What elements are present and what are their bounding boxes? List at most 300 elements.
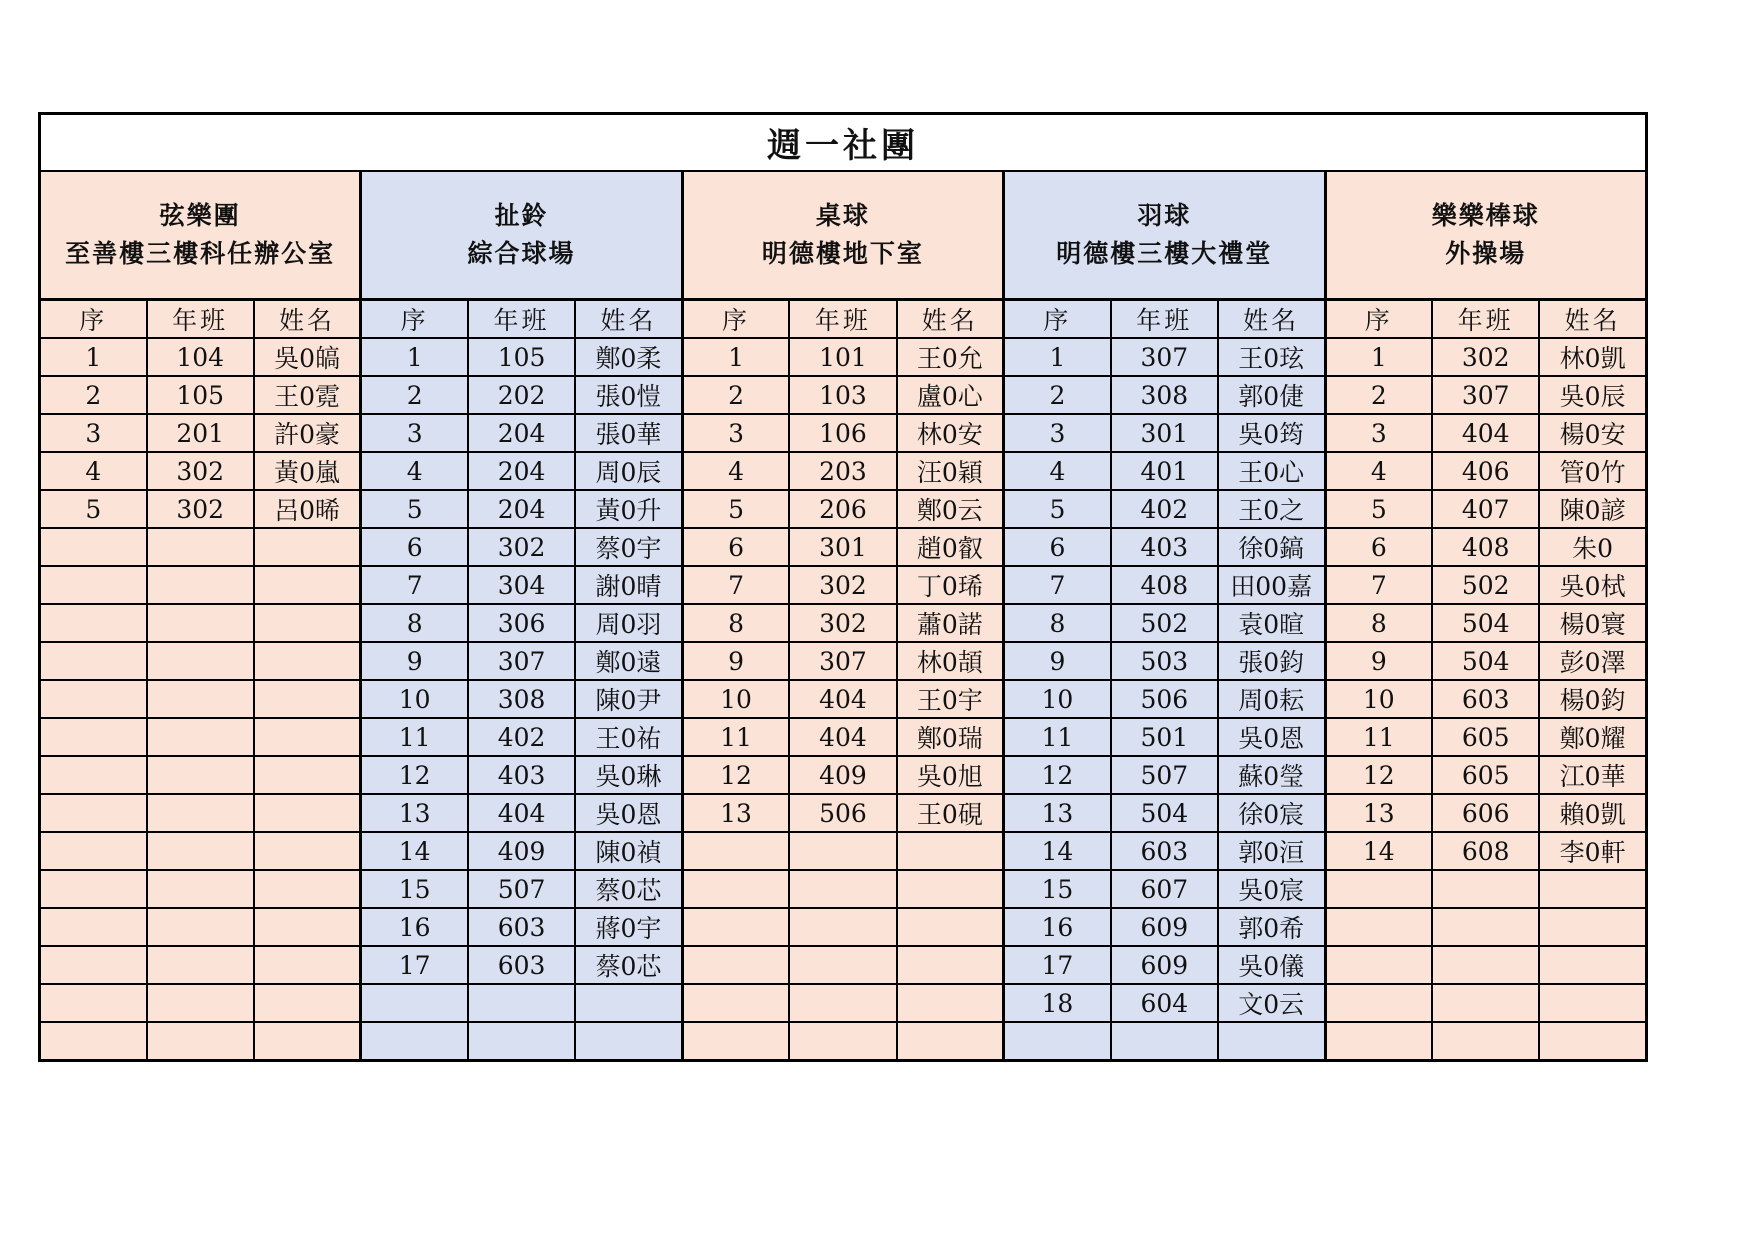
cell-name: 汪0穎 <box>897 452 1004 490</box>
cell-class <box>147 984 254 1022</box>
cell-name <box>897 984 1004 1022</box>
cell-seq: 3 <box>682 414 789 452</box>
cell-name: 鄭0瑞 <box>897 718 1004 756</box>
cell-seq: 9 <box>1325 642 1432 680</box>
cell-name <box>254 566 361 604</box>
cell-class: 507 <box>468 870 575 908</box>
cell-name: 吳0栻 <box>1539 566 1646 604</box>
cell-class: 409 <box>789 756 896 794</box>
cell-class <box>147 566 254 604</box>
cell-name: 江0華 <box>1539 756 1646 794</box>
cell-class: 103 <box>789 376 896 414</box>
cell-seq: 8 <box>1325 604 1432 642</box>
cell-name: 張0愷 <box>575 376 682 414</box>
cell-class: 302 <box>789 566 896 604</box>
cell-class: 404 <box>789 680 896 718</box>
cell-seq: 4 <box>1004 452 1111 490</box>
cell-seq: 14 <box>361 832 468 870</box>
cell-name <box>254 680 361 718</box>
cell-class: 503 <box>1111 642 1218 680</box>
cell-name: 呂0晞 <box>254 490 361 528</box>
cell-class: 403 <box>1111 528 1218 566</box>
cell-class: 307 <box>1432 376 1539 414</box>
cell-seq: 9 <box>361 642 468 680</box>
cell-class: 403 <box>468 756 575 794</box>
cell-name: 楊0寰 <box>1539 604 1646 642</box>
cell-seq: 6 <box>1325 528 1432 566</box>
cell-name: 蔡0芯 <box>575 870 682 908</box>
cell-name: 王0允 <box>897 338 1004 376</box>
cell-name: 鄭0云 <box>897 490 1004 528</box>
cell-name <box>1539 870 1646 908</box>
cell-name: 吳0琳 <box>575 756 682 794</box>
column-header-name: 姓名 <box>575 300 682 339</box>
cell-name: 盧0心 <box>897 376 1004 414</box>
cell-class: 307 <box>789 642 896 680</box>
cell-name: 郭0希 <box>1218 908 1325 946</box>
table-row <box>40 680 1647 718</box>
cell-name <box>254 984 361 1022</box>
cell-seq: 7 <box>1004 566 1111 604</box>
cell-name: 陳0尹 <box>575 680 682 718</box>
cell-class <box>147 718 254 756</box>
club-header <box>1004 171 1325 300</box>
cell-class: 302 <box>468 528 575 566</box>
column-header-row <box>40 300 1647 339</box>
cell-seq <box>40 870 147 908</box>
cell-seq: 7 <box>1325 566 1432 604</box>
cell-seq: 7 <box>682 566 789 604</box>
cell-class: 609 <box>1111 908 1218 946</box>
cell-name <box>254 756 361 794</box>
table-row <box>40 908 1647 946</box>
cell-class: 306 <box>468 604 575 642</box>
cell-seq: 3 <box>40 414 147 452</box>
column-header-seq: 序 <box>682 300 789 339</box>
cell-class <box>147 870 254 908</box>
club-location: 至善樓三樓科任辦公室 <box>65 239 336 268</box>
cell-name: 周0耘 <box>1218 680 1325 718</box>
cell-name: 田00嘉 <box>1218 566 1325 604</box>
cell-seq: 4 <box>682 452 789 490</box>
cell-seq <box>682 1022 789 1061</box>
cell-class: 507 <box>1111 756 1218 794</box>
table-row <box>40 642 1647 680</box>
cell-name: 王0祐 <box>575 718 682 756</box>
cell-class: 204 <box>468 414 575 452</box>
club-header-row <box>40 171 1647 300</box>
cell-seq: 6 <box>682 528 789 566</box>
cell-name <box>254 718 361 756</box>
cell-name: 吳0宸 <box>1218 870 1325 908</box>
table-row <box>40 794 1647 832</box>
cell-seq <box>40 566 147 604</box>
cell-class: 603 <box>468 908 575 946</box>
table-row <box>40 832 1647 870</box>
cell-class: 307 <box>1111 338 1218 376</box>
cell-name: 朱0 <box>1539 528 1646 566</box>
cell-seq: 7 <box>361 566 468 604</box>
cell-seq: 1 <box>682 338 789 376</box>
cell-name: 鄭0耀 <box>1539 718 1646 756</box>
cell-seq: 9 <box>1004 642 1111 680</box>
cell-seq <box>40 642 147 680</box>
cell-seq <box>361 1022 468 1061</box>
table-row <box>40 1022 1647 1061</box>
cell-name: 謝0晴 <box>575 566 682 604</box>
cell-class <box>147 680 254 718</box>
cell-class <box>468 984 575 1022</box>
cell-seq <box>682 870 789 908</box>
cell-name: 徐0鎬 <box>1218 528 1325 566</box>
cell-name: 郭0倢 <box>1218 376 1325 414</box>
cell-class <box>147 1022 254 1061</box>
cell-seq <box>40 604 147 642</box>
cell-seq <box>40 794 147 832</box>
cell-seq <box>361 984 468 1022</box>
cell-seq: 5 <box>682 490 789 528</box>
table-row <box>40 984 1647 1022</box>
club-header <box>1325 171 1647 300</box>
cell-class: 401 <box>1111 452 1218 490</box>
cell-class: 307 <box>468 642 575 680</box>
cell-class: 606 <box>1432 794 1539 832</box>
cell-seq <box>40 946 147 984</box>
cell-class: 603 <box>468 946 575 984</box>
cell-class: 308 <box>468 680 575 718</box>
cell-class: 607 <box>1111 870 1218 908</box>
cell-seq: 12 <box>361 756 468 794</box>
cell-seq: 12 <box>682 756 789 794</box>
cell-class: 609 <box>1111 946 1218 984</box>
cell-class <box>789 984 896 1022</box>
cell-seq <box>1004 1022 1111 1061</box>
table-row <box>40 718 1647 756</box>
cell-seq <box>682 946 789 984</box>
cell-seq <box>40 680 147 718</box>
table-row <box>40 452 1647 490</box>
cell-name <box>254 870 361 908</box>
cell-seq: 9 <box>682 642 789 680</box>
cell-seq: 17 <box>361 946 468 984</box>
cell-seq: 2 <box>682 376 789 414</box>
table-row <box>40 528 1647 566</box>
cell-name: 蔡0芯 <box>575 946 682 984</box>
club-name: 弦樂團 <box>159 201 241 230</box>
cell-seq: 2 <box>361 376 468 414</box>
cell-name: 王0霓 <box>254 376 361 414</box>
cell-class: 105 <box>468 338 575 376</box>
table-row <box>40 376 1647 414</box>
cell-name: 周0羽 <box>575 604 682 642</box>
club-name: 桌球 <box>815 201 870 230</box>
cell-name: 趙0叡 <box>897 528 1004 566</box>
club-location: 外操場 <box>1445 239 1527 268</box>
club-name: 羽球 <box>1137 201 1192 230</box>
cell-seq: 1 <box>1004 338 1111 376</box>
cell-class <box>147 832 254 870</box>
table-row <box>40 870 1647 908</box>
cell-class: 604 <box>1111 984 1218 1022</box>
cell-class <box>1432 908 1539 946</box>
cell-class: 308 <box>1111 376 1218 414</box>
cell-seq: 16 <box>1004 908 1111 946</box>
cell-seq: 10 <box>1004 680 1111 718</box>
cell-class: 104 <box>147 338 254 376</box>
cell-name: 袁0暄 <box>1218 604 1325 642</box>
cell-name <box>254 908 361 946</box>
cell-class: 409 <box>468 832 575 870</box>
table-row <box>40 414 1647 452</box>
cell-name: 吳0儀 <box>1218 946 1325 984</box>
cell-class: 402 <box>1111 490 1218 528</box>
cell-class: 404 <box>789 718 896 756</box>
cell-class: 603 <box>1432 680 1539 718</box>
cell-seq: 14 <box>1325 832 1432 870</box>
cell-name: 黃0嵐 <box>254 452 361 490</box>
cell-class: 302 <box>1432 338 1539 376</box>
cell-seq: 17 <box>1004 946 1111 984</box>
cell-name <box>254 1022 361 1061</box>
cell-class <box>147 908 254 946</box>
cell-name: 蕭0諾 <box>897 604 1004 642</box>
club-roster-table <box>38 112 1648 1062</box>
cell-class <box>1432 946 1539 984</box>
cell-seq: 1 <box>1325 338 1432 376</box>
cell-class <box>1432 984 1539 1022</box>
cell-class <box>789 908 896 946</box>
cell-class: 504 <box>1432 604 1539 642</box>
cell-seq: 14 <box>1004 832 1111 870</box>
cell-seq: 11 <box>361 718 468 756</box>
cell-seq <box>40 1022 147 1061</box>
cell-name <box>897 870 1004 908</box>
club-name: 樂樂棒球 <box>1431 201 1540 230</box>
cell-name <box>575 984 682 1022</box>
cell-name: 吳0筠 <box>1218 414 1325 452</box>
cell-seq: 13 <box>1325 794 1432 832</box>
cell-name: 吳0旭 <box>897 756 1004 794</box>
cell-seq: 2 <box>1325 376 1432 414</box>
cell-name: 黃0升 <box>575 490 682 528</box>
cell-seq: 15 <box>361 870 468 908</box>
cell-seq: 4 <box>361 452 468 490</box>
cell-seq <box>1325 908 1432 946</box>
cell-class <box>147 794 254 832</box>
cell-seq: 8 <box>361 604 468 642</box>
club-header <box>682 171 1003 300</box>
cell-seq: 13 <box>1004 794 1111 832</box>
cell-seq: 11 <box>1325 718 1432 756</box>
cell-name: 王0宇 <box>897 680 1004 718</box>
cell-seq <box>682 908 789 946</box>
cell-seq: 3 <box>1004 414 1111 452</box>
cell-class: 605 <box>1432 756 1539 794</box>
cell-name: 蔡0宇 <box>575 528 682 566</box>
cell-class: 304 <box>468 566 575 604</box>
cell-name: 吳0恩 <box>575 794 682 832</box>
club-location: 明德樓地下室 <box>761 239 924 268</box>
cell-seq <box>40 832 147 870</box>
cell-class <box>1111 1022 1218 1061</box>
cell-seq: 2 <box>1004 376 1111 414</box>
cell-name: 林0頡 <box>897 642 1004 680</box>
cell-seq: 3 <box>361 414 468 452</box>
cell-name: 楊0鈞 <box>1539 680 1646 718</box>
cell-name: 徐0宸 <box>1218 794 1325 832</box>
cell-name: 王0心 <box>1218 452 1325 490</box>
cell-name: 張0華 <box>575 414 682 452</box>
cell-class <box>147 604 254 642</box>
cell-seq: 2 <box>40 376 147 414</box>
cell-seq <box>40 528 147 566</box>
table-row <box>40 756 1647 794</box>
cell-seq: 11 <box>1004 718 1111 756</box>
cell-name <box>254 946 361 984</box>
cell-class: 302 <box>789 604 896 642</box>
cell-class: 408 <box>1432 528 1539 566</box>
cell-class <box>147 946 254 984</box>
cell-name: 文0云 <box>1218 984 1325 1022</box>
cell-class <box>1432 870 1539 908</box>
cell-seq: 6 <box>1004 528 1111 566</box>
cell-class: 302 <box>147 452 254 490</box>
cell-name: 吳0恩 <box>1218 718 1325 756</box>
cell-class: 206 <box>789 490 896 528</box>
column-header-seq: 序 <box>40 300 147 339</box>
cell-seq: 15 <box>1004 870 1111 908</box>
cell-seq: 3 <box>1325 414 1432 452</box>
cell-seq <box>1325 984 1432 1022</box>
table-row <box>40 604 1647 642</box>
cell-seq <box>40 908 147 946</box>
table-row <box>40 946 1647 984</box>
cell-name <box>1539 984 1646 1022</box>
cell-name: 彭0澤 <box>1539 642 1646 680</box>
cell-class: 402 <box>468 718 575 756</box>
cell-name: 吳0辰 <box>1539 376 1646 414</box>
cell-name: 王0玹 <box>1218 338 1325 376</box>
cell-class: 201 <box>147 414 254 452</box>
cell-name: 王0硯 <box>897 794 1004 832</box>
cell-class: 608 <box>1432 832 1539 870</box>
column-header-name: 姓名 <box>897 300 1004 339</box>
cell-seq: 13 <box>361 794 468 832</box>
column-header-seq: 序 <box>1325 300 1432 339</box>
cell-class <box>789 1022 896 1061</box>
cell-class <box>789 870 896 908</box>
cell-class: 301 <box>789 528 896 566</box>
club-name: 扯鈴 <box>494 201 549 230</box>
cell-seq <box>1325 946 1432 984</box>
cell-name <box>254 794 361 832</box>
cell-class: 406 <box>1432 452 1539 490</box>
cell-name <box>1218 1022 1325 1061</box>
cell-class <box>147 756 254 794</box>
cell-class <box>147 528 254 566</box>
cell-name: 蘇0瑩 <box>1218 756 1325 794</box>
column-header-class: 年班 <box>1111 300 1218 339</box>
cell-name <box>254 528 361 566</box>
column-header-class: 年班 <box>789 300 896 339</box>
cell-name <box>254 604 361 642</box>
club-location: 明德樓三樓大禮堂 <box>1056 239 1273 268</box>
cell-seq: 4 <box>40 452 147 490</box>
cell-name: 張0鈞 <box>1218 642 1325 680</box>
cell-seq: 11 <box>682 718 789 756</box>
cell-class: 204 <box>468 452 575 490</box>
cell-seq: 4 <box>1325 452 1432 490</box>
column-header-name: 姓名 <box>254 300 361 339</box>
cell-name: 丁0琋 <box>897 566 1004 604</box>
cell-name: 鄭0柔 <box>575 338 682 376</box>
table-row <box>40 490 1647 528</box>
cell-name: 陳0諺 <box>1539 490 1646 528</box>
cell-name: 陳0禎 <box>575 832 682 870</box>
cell-name <box>575 1022 682 1061</box>
cell-seq: 10 <box>1325 680 1432 718</box>
cell-name <box>897 1022 1004 1061</box>
cell-class: 404 <box>468 794 575 832</box>
cell-class <box>147 642 254 680</box>
cell-class: 502 <box>1111 604 1218 642</box>
cell-seq: 5 <box>40 490 147 528</box>
cell-class: 407 <box>1432 490 1539 528</box>
cell-name: 楊0安 <box>1539 414 1646 452</box>
cell-seq: 16 <box>361 908 468 946</box>
cell-seq: 8 <box>682 604 789 642</box>
cell-class <box>468 1022 575 1061</box>
cell-class: 202 <box>468 376 575 414</box>
cell-name: 李0軒 <box>1539 832 1646 870</box>
cell-name: 蔣0宇 <box>575 908 682 946</box>
club-location: 綜合球場 <box>467 239 576 268</box>
cell-name: 賴0凱 <box>1539 794 1646 832</box>
cell-name <box>1539 946 1646 984</box>
cell-seq: 6 <box>361 528 468 566</box>
cell-name: 王0之 <box>1218 490 1325 528</box>
column-header-seq: 序 <box>1004 300 1111 339</box>
cell-class: 501 <box>1111 718 1218 756</box>
column-header-name: 姓名 <box>1539 300 1646 339</box>
cell-class <box>789 832 896 870</box>
cell-class: 204 <box>468 490 575 528</box>
cell-seq <box>40 984 147 1022</box>
cell-name <box>1539 1022 1646 1061</box>
cell-class: 302 <box>147 490 254 528</box>
cell-name <box>254 642 361 680</box>
cell-seq: 1 <box>361 338 468 376</box>
cell-name <box>897 832 1004 870</box>
cell-name: 林0凱 <box>1539 338 1646 376</box>
cell-class: 105 <box>147 376 254 414</box>
cell-seq <box>1325 1022 1432 1061</box>
club-header <box>40 171 361 300</box>
cell-seq <box>40 756 147 794</box>
cell-name <box>897 908 1004 946</box>
cell-class: 408 <box>1111 566 1218 604</box>
cell-name: 周0辰 <box>575 452 682 490</box>
cell-class: 605 <box>1432 718 1539 756</box>
cell-seq: 10 <box>361 680 468 718</box>
cell-seq: 12 <box>1004 756 1111 794</box>
cell-name <box>1539 908 1646 946</box>
cell-class: 502 <box>1432 566 1539 604</box>
table-row <box>40 338 1647 376</box>
cell-seq <box>40 718 147 756</box>
column-header-name: 姓名 <box>1218 300 1325 339</box>
page-title: 週一社團 <box>40 114 1647 172</box>
